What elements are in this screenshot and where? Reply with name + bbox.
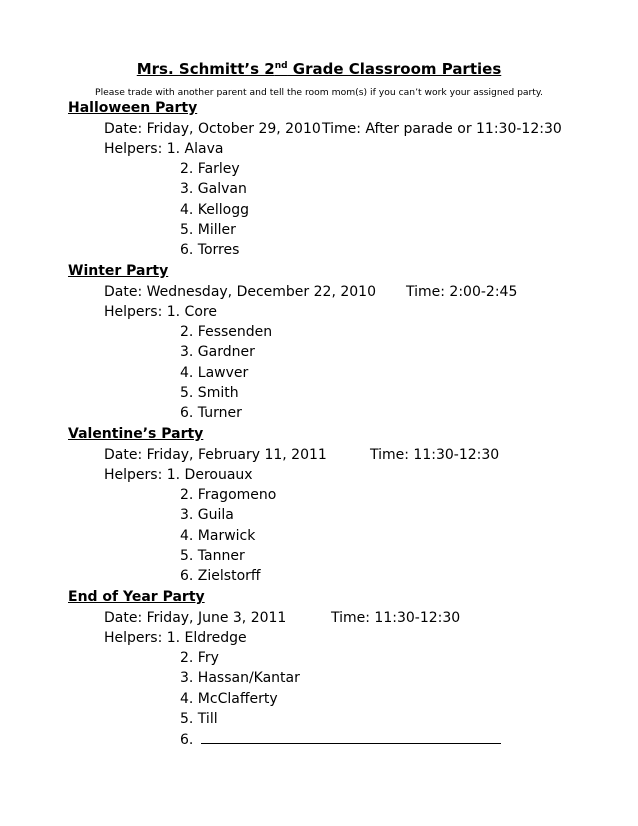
helper-item: 4. McClafferty [180, 691, 278, 707]
page-title [0, 60, 638, 78]
helper-item: 3. Hassan/Kantar [180, 670, 300, 686]
helper-item: 4. Lawver [180, 365, 249, 381]
party-name: Halloween Party [68, 100, 198, 116]
helper-item: 6. Torres [180, 242, 240, 258]
party-date: Date: Friday, February 11, 2011 [104, 447, 327, 463]
helpers-label: Helpers: 1. Derouaux [104, 467, 253, 483]
party-time: Time: 2:00-2:45 [406, 284, 518, 300]
helper-item: 3. Guila [180, 507, 234, 523]
party-date: Date: Friday, October 29, 2010 [104, 121, 321, 137]
page-subtitle: Please trade with another parent and tell the room mom(s) if you can’t work your assigned party. [95, 87, 543, 98]
party-name: Winter Party [68, 263, 169, 279]
helper-item: 3. Gardner [180, 344, 255, 360]
party-time: Time: 11:30-12:30 [331, 610, 461, 626]
helper-item: 2. Fessenden [180, 324, 273, 340]
party-date: Date: Friday, June 3, 2011 [104, 610, 287, 626]
helpers-label: Helpers: 1. Alava [104, 141, 224, 157]
helper-item: 4. Marwick [180, 528, 256, 544]
party-time: Time: After parade or 11:30-12:30 [322, 121, 562, 137]
title-main: Mrs. Schmitt’s 2 [136, 60, 275, 78]
helper-item: 4. Kellogg [180, 202, 250, 218]
helper-number: 6. [180, 732, 194, 748]
helper-item: 5. Smith [180, 385, 239, 401]
title-superscript: nd [274, 61, 288, 71]
helper-item: 3. Galvan [180, 181, 247, 197]
party-name: End of Year Party [68, 589, 205, 605]
helper-item: 5. Miller [180, 222, 236, 238]
helper-item: 5. Till [180, 711, 218, 727]
helper-item: 2. Farley [180, 161, 240, 177]
helper-item: 2. Fragomeno [180, 487, 277, 503]
party-time: Time: 11:30-12:30 [370, 447, 500, 463]
helper-item: 6. Zielstorff [180, 568, 261, 584]
helpers-label: Helpers: 1. Core [104, 304, 217, 320]
title-rest: Grade Classroom Parties [287, 60, 502, 78]
helper-item: 2. Fry [180, 650, 219, 666]
helper-item: 5. Tanner [180, 548, 245, 564]
party-name: Valentine’s Party [68, 426, 204, 442]
helpers-label: Helpers: 1. Eldredge [104, 630, 247, 646]
signup-blank-line[interactable] [201, 731, 501, 744]
helper-item: 6. Turner [180, 405, 242, 421]
party-date: Date: Wednesday, December 22, 2010 [104, 284, 376, 300]
helper-item-blank [180, 731, 501, 748]
